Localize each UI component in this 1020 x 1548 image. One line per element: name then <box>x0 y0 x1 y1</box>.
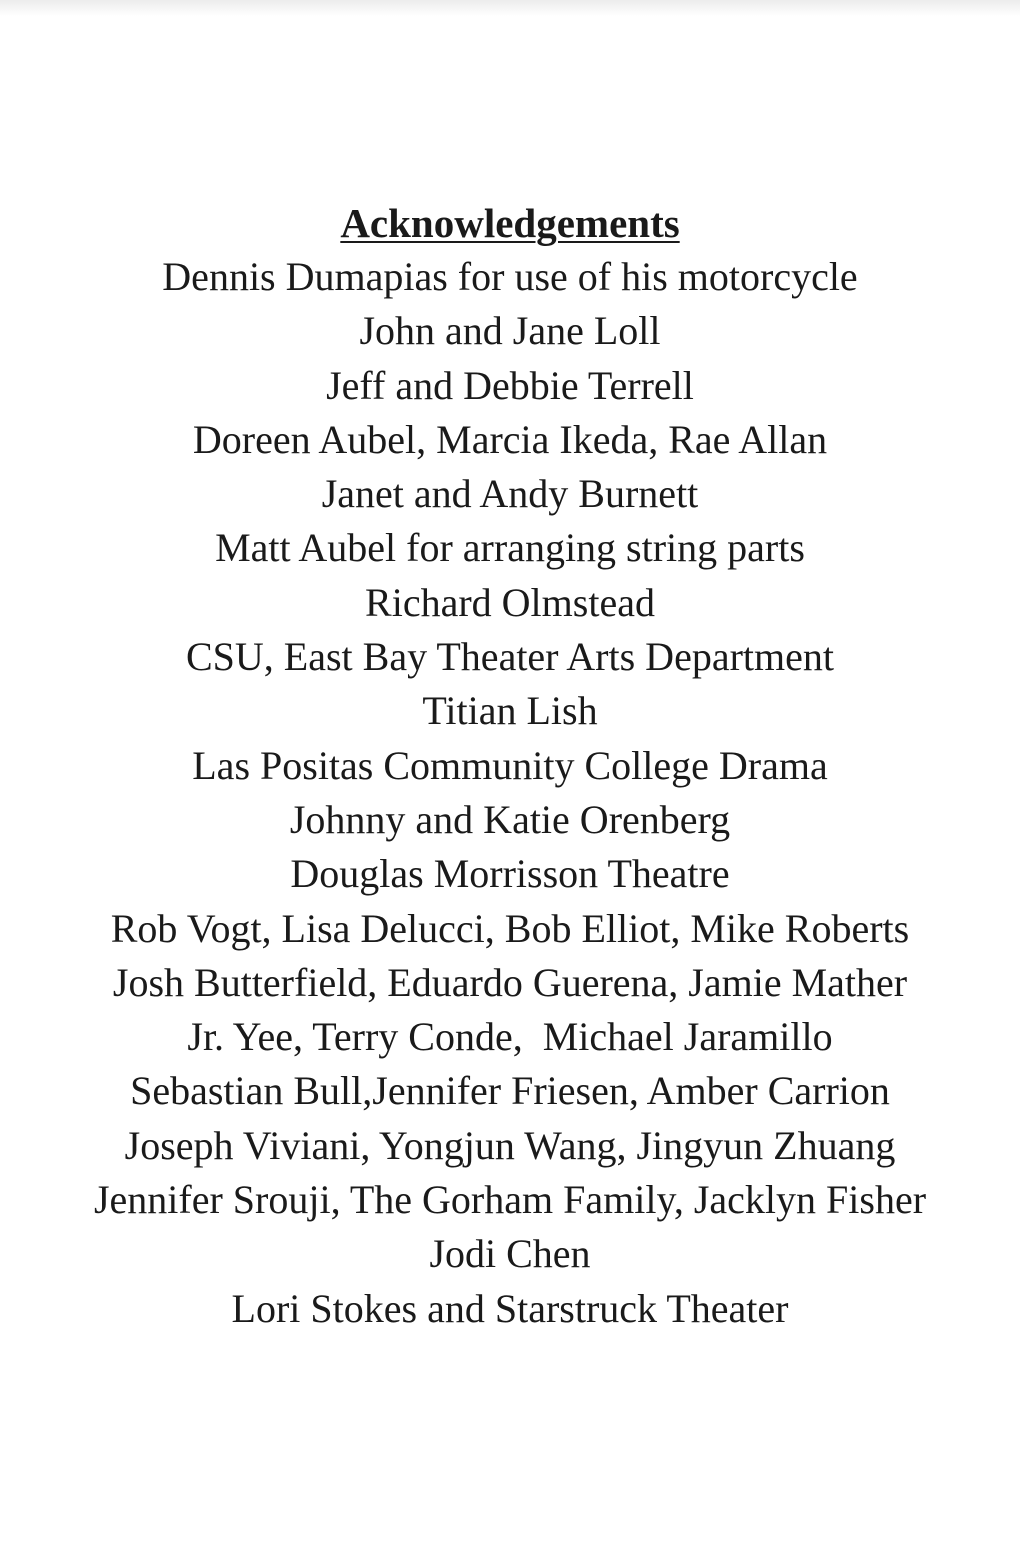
acknowledgement-line: Jeff and Debbie Terrell <box>326 362 694 408</box>
acknowledgement-line: Johnny and Katie Orenberg <box>289 796 731 842</box>
acknowledgement-line: Jennifer Srouji, The Gorham Family, Jacklyn Fisher <box>93 1177 927 1223</box>
acknowledgement-line: Lori Stokes and Starstruck Theater <box>231 1285 789 1331</box>
page-top-edge <box>0 0 1020 16</box>
acknowledgement-line: Doreen Aubel, Marcia Ikeda, Rae Allan <box>192 416 828 462</box>
acknowledgement-list <box>0 250 1020 1336</box>
acknowledgement-line: Titian Lish <box>422 688 598 734</box>
acknowledgement-line: Jodi Chen <box>429 1231 591 1277</box>
acknowledgement-line: Matt Aubel for arranging string parts <box>215 525 805 571</box>
acknowledgement-line: Las Positas Community College Drama <box>192 742 828 788</box>
acknowledgement-line: Jr. Yee, Terry Conde, Michael Jaramillo <box>187 1014 833 1060</box>
acknowledgement-line: Joseph Viviani, Yongjun Wang, Jingyun Zhuang <box>124 1122 896 1168</box>
acknowledgement-line: Josh Butterfield, Eduardo Guerena, Jamie Mather <box>112 959 908 1005</box>
acknowledgement-line: John and Jane Loll <box>359 308 661 354</box>
acknowledgement-line: CSU, East Bay Theater Arts Department <box>185 634 834 680</box>
acknowledgement-line: Richard Olmstead <box>365 579 655 625</box>
acknowledgement-line: Janet and Andy Burnett <box>321 471 699 517</box>
acknowledgement-line: Rob Vogt, Lisa Delucci, Bob Elliot, Mike Roberts <box>110 905 910 951</box>
page-title: Acknowledgements <box>340 200 680 246</box>
acknowledgement-line: Dennis Dumapias for use of his motorcycle <box>162 254 858 299</box>
acknowledgement-line: Douglas Morrisson Theatre <box>290 851 730 897</box>
acknowledgements-page <box>0 196 1020 1336</box>
acknowledgement-line: Sebastian Bull,Jennifer Friesen, Amber Carrion <box>130 1068 890 1114</box>
